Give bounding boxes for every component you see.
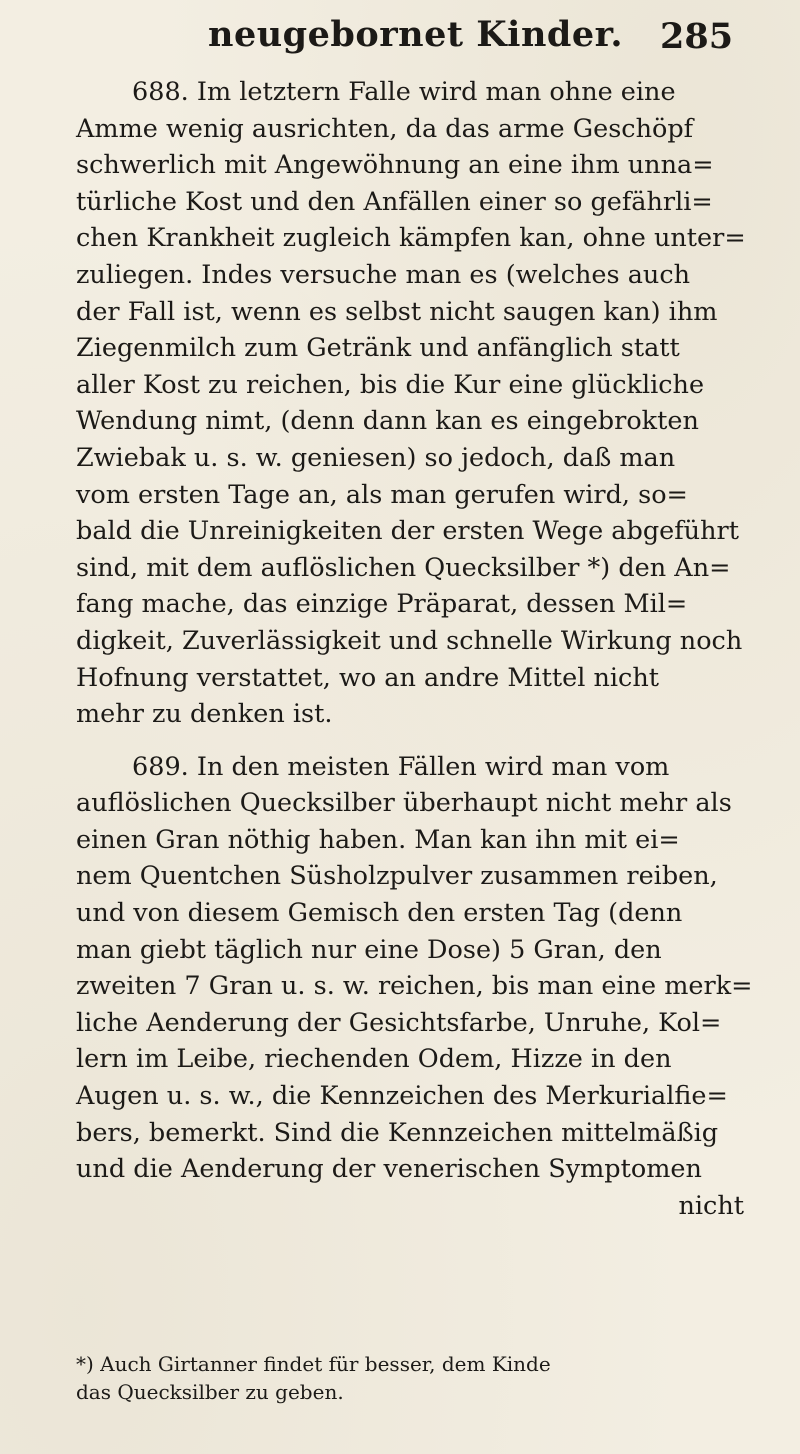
- body-text: [76, 74, 752, 1224]
- text-line: zweiten 7 Gran u. s. w. reichen, bis man eine merk=: [76, 971, 753, 1002]
- paragraph-688: [76, 74, 752, 733]
- text-line: Ziegenmilch zum Getränk und anfänglich statt: [76, 333, 680, 364]
- text-line: 689. In den meisten Fällen wird man vom: [132, 751, 670, 782]
- text-line: Wendung nimt, (denn dann kan es eingebrokten: [76, 406, 699, 437]
- text-line: und von diesem Gemisch den ersten Tag (denn: [76, 898, 683, 929]
- text-line: türliche Kost und den Anfällen einer so gefährli=: [76, 186, 713, 217]
- page-number: 285: [660, 16, 734, 57]
- text-line: schwerlich mit Angewöhnung an eine ihm unna=: [76, 150, 714, 181]
- text-line: digkeit, Zuverlässigkeit und schnelle Wirkung noch: [76, 625, 743, 656]
- text-line: Augen u. s. w., die Kennzeichen des Merkurialfie=: [76, 1081, 728, 1112]
- text-line: bers, bemerkt. Sind die Kennzeichen mittelmäßig: [76, 1117, 719, 1148]
- text-line: auflöslichen Quecksilber überhaupt nicht mehr als: [76, 788, 732, 819]
- catchword: nicht: [678, 1190, 744, 1221]
- page-header: [0, 14, 800, 64]
- text-line: 688. Im letztern Falle wird man ohne eine: [132, 77, 676, 107]
- text-line: und die Aenderung der venerischen Symptomen: [76, 1154, 702, 1185]
- footnote-line: das Quecksilber zu geben.: [76, 1380, 344, 1404]
- text-line: sind, mit dem auflöslichen Quecksilber *) den An=: [76, 552, 731, 583]
- text-line: der Fall ist, wenn es selbst nicht saugen kan) ihm: [76, 296, 718, 327]
- text-line: chen Krankheit zugleich kämpfen kan, ohne unter=: [76, 223, 746, 254]
- text-line: einen Gran nöthig haben. Man kan ihn mit ei=: [76, 824, 680, 855]
- text-line: zuliegen. Indes versuche man es (welches auch: [76, 259, 691, 290]
- running-head: neugebornet Kinder.: [208, 14, 624, 55]
- text-line: man giebt täglich nur eine Dose) 5 Gran, den: [76, 934, 662, 965]
- footnote-line: *) Auch Girtanner findet für besser, dem Kinde: [76, 1352, 551, 1376]
- text-line: liche Aenderung der Gesichtsfarbe, Unruhe, Kol=: [76, 1007, 722, 1038]
- text-line: bald die Unreinigkeiten der ersten Wege abgeführt: [76, 516, 739, 547]
- paragraph-689: [76, 749, 752, 1225]
- text-line: nem Quentchen Süsholzpulver zusammen reiben,: [76, 861, 718, 892]
- text-line: aller Kost zu reichen, bis die Kur eine glückliche: [76, 369, 705, 400]
- text-line: lern im Leibe, riechenden Odem, Hizze in den: [76, 1044, 672, 1075]
- text-line: vom ersten Tage an, als man gerufen wird, so=: [76, 479, 688, 510]
- footnote: [76, 1350, 752, 1406]
- text-line: mehr zu denken ist.: [76, 699, 333, 730]
- text-line: Zwiebak u. s. w. geniesen) so jedoch, daß man: [76, 442, 676, 473]
- paragraph-gap: [76, 733, 752, 749]
- text-line: Hofnung verstattet, wo an andre Mittel nicht: [76, 662, 659, 693]
- text-line: fang mache, das einzige Präparat, dessen Mil=: [76, 589, 688, 620]
- text-line: Amme wenig ausrichten, da das arme Geschöpf: [76, 113, 694, 144]
